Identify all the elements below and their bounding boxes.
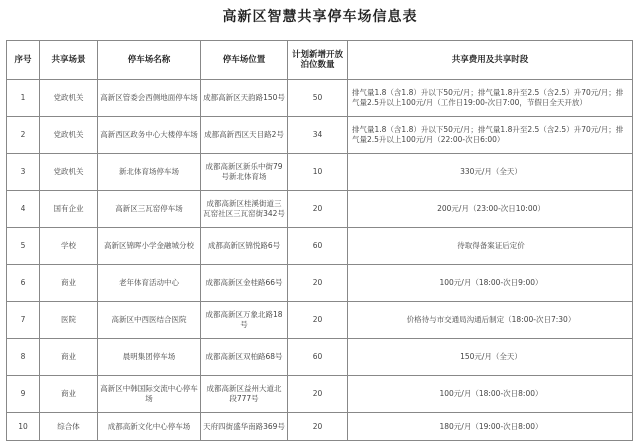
cell-fee: 200元/月（23:00-次日10:00） (348, 191, 633, 228)
cell-name: 老年体育活动中心 (98, 265, 201, 302)
cell-no: 7 (7, 302, 40, 339)
page-title: 高新区智慧共享停车场信息表 (222, 9, 418, 25)
cell-fee: 价格待与市交通局沟通后制定（18:00-次日7:30） (348, 302, 633, 339)
cell-name: 高新区锦晖小学金融城分校 (98, 228, 201, 265)
cell-no: 4 (7, 191, 40, 228)
table-row (7, 302, 633, 339)
table-row (7, 376, 633, 413)
cell-scene: 学校 (40, 228, 98, 265)
header-fee-time: 共享费用及共享时段 (348, 41, 633, 80)
cell-scene: 党政机关 (40, 80, 98, 117)
cell-location: 成都高新区双柏路68号 (201, 339, 288, 376)
cell-spots: 60 (288, 228, 348, 265)
cell-name: 高新区中韩国际交流中心停车场 (98, 376, 201, 413)
cell-fee: 100元/月（18:00-次日9:00） (348, 265, 633, 302)
cell-location: 成都高新区益州大道北段777号 (201, 376, 288, 413)
cell-name: 成都高新文化中心停车场 (98, 413, 201, 441)
cell-location: 成都高新区天韵路150号 (201, 80, 288, 117)
cell-no: 6 (7, 265, 40, 302)
table-row (7, 265, 633, 302)
cell-scene: 综合体 (40, 413, 98, 441)
cell-name: 高新西区政务中心大楼停车场 (98, 117, 201, 154)
cell-spots: 20 (288, 265, 348, 302)
cell-name: 高新区三瓦窑停车场 (98, 191, 201, 228)
table-row (7, 191, 633, 228)
table-row (7, 413, 633, 441)
cell-spots: 60 (288, 339, 348, 376)
cell-scene: 商业 (40, 265, 98, 302)
table-row (7, 339, 633, 376)
cell-fee: 排气量1.8（含1.8）升以下50元/月；排气量1.8升至2.5（含2.5）升70元/月；排气量2.5升以上100元/月（工作日19:00-次日7:00，节假日全天开放） (348, 80, 633, 117)
cell-no: 1 (7, 80, 40, 117)
cell-scene: 商业 (40, 376, 98, 413)
header-scene: 共享场景 (40, 41, 98, 80)
table-row (7, 154, 633, 191)
cell-no: 9 (7, 376, 40, 413)
cell-location: 成都高新区桂溪街道三瓦窑社区三瓦窑街342号 (201, 191, 288, 228)
cell-spots: 20 (288, 302, 348, 339)
cell-spots: 50 (288, 80, 348, 117)
cell-name: 晨明集团停车场 (98, 339, 201, 376)
cell-fee: 100元/月（18:00-次日8:00） (348, 376, 633, 413)
cell-location: 成都高新区金桂路66号 (201, 265, 288, 302)
header-no: 序号 (7, 41, 40, 80)
cell-fee: 待取得备案证后定价 (348, 228, 633, 265)
cell-fee: 330元/月（全天） (348, 154, 633, 191)
cell-no: 8 (7, 339, 40, 376)
cell-scene: 国有企业 (40, 191, 98, 228)
cell-location: 成都高新区新乐中街79号新北体育场 (201, 154, 288, 191)
table-header-row (7, 41, 633, 80)
cell-scene: 党政机关 (40, 154, 98, 191)
header-name: 停车场名称 (98, 41, 201, 80)
cell-fee: 150元/月（全天） (348, 339, 633, 376)
cell-location: 成都高新区锦悦路6号 (201, 228, 288, 265)
cell-spots: 20 (288, 413, 348, 441)
cell-fee: 排气量1.8（含1.8）升以下50元/月；排气量1.8升至2.5（含2.5）升70元/月；排气量2.5升以上100元/月（22:00-次日6:00） (348, 117, 633, 154)
parking-info-table (6, 40, 633, 441)
header-planned-spots: 计划新增开放泊位数量 (288, 41, 348, 80)
cell-no: 2 (7, 117, 40, 154)
cell-name: 新北体育场停车场 (98, 154, 201, 191)
cell-spots: 20 (288, 191, 348, 228)
cell-no: 5 (7, 228, 40, 265)
header-location: 停车场位置 (201, 41, 288, 80)
cell-location: 成都高新区万象北路18号 (201, 302, 288, 339)
cell-name: 高新区中西医结合医院 (98, 302, 201, 339)
cell-spots: 10 (288, 154, 348, 191)
table-row (7, 228, 633, 265)
cell-location: 成都高新西区天目路2号 (201, 117, 288, 154)
cell-no: 3 (7, 154, 40, 191)
cell-fee: 180元/月（19:00-次日8:00） (348, 413, 633, 441)
cell-scene: 党政机关 (40, 117, 98, 154)
cell-scene: 商业 (40, 339, 98, 376)
cell-name: 高新区管委会西侧地面停车场 (98, 80, 201, 117)
cell-spots: 20 (288, 376, 348, 413)
table-row (7, 80, 633, 117)
cell-no: 10 (7, 413, 40, 441)
cell-spots: 34 (288, 117, 348, 154)
table-row (7, 117, 633, 154)
cell-scene: 医院 (40, 302, 98, 339)
cell-location: 天府四街盛华南路369号 (201, 413, 288, 441)
